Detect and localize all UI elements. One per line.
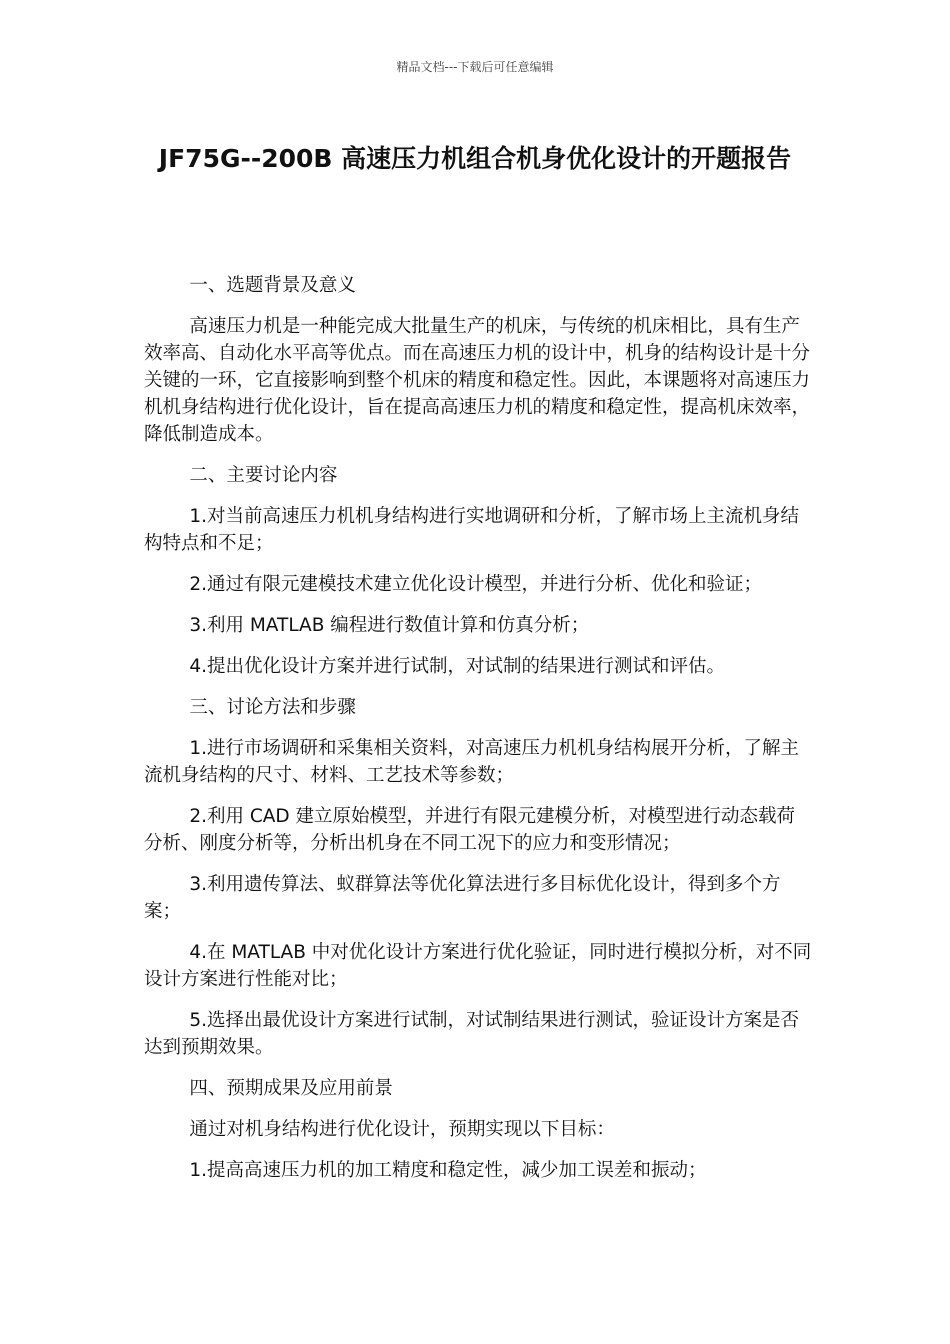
- page-header-watermark: 精品文档---下载后可任意编辑: [396, 60, 554, 74]
- paragraph-expected-intro: 通过对机身结构进行优化设计，预期实现以下目标：: [189, 1119, 615, 1140]
- section-heading-expected-results: 四、预期成果及应用前景: [189, 1078, 393, 1099]
- document-body: [144, 272, 812, 1198]
- section-heading-main-content: 二、主要讨论内容: [189, 465, 338, 486]
- list-item: 2.通过有限元建模技术建立优化设计模型，并进行分析、优化和验证；: [189, 574, 762, 595]
- list-item: 4.提出优化设计方案并进行试制，对试制的结果进行测试和评估。: [189, 656, 725, 677]
- list-item: 3.利用 MATLAB 编程进行数值计算和仿真分析；: [189, 615, 590, 636]
- section-heading-methods: 三、讨论方法和步骤: [189, 697, 356, 718]
- list-item: 5.选择出最优设计方案进行试制，对试制结果进行测试，验证设计方案是否达到预期效果。: [144, 1010, 799, 1058]
- document-title: JF75G--200B 高速压力机组合机身优化设计的开题报告: [158, 144, 792, 173]
- list-item: 1.提高高速压力机的加工精度和稳定性，减少加工误差和振动；: [189, 1160, 707, 1181]
- list-item: 4.在 MATLAB 中对优化设计方案进行优化验证，同时进行模拟分析，对不同设计方案进行性能对比；: [144, 942, 812, 990]
- section-heading-background: 一、选题背景及意义: [189, 275, 356, 296]
- paragraph-background: 高速压力机是一种能完成大批量生产的机床，与传统的机床相比，具有生产效率高、自动化水平高等优点。而在高速压力机的设计中，机身的结构设计是十分关键的一环，它直接影响到整个机床的精度和稳定性。因此，本课题将对高速压力机机身结构进行优化设计，旨在提高高速压力机的精度和稳定性，提高机床效率，降低制造成本。: [144, 316, 811, 445]
- list-item: 3.利用遗传算法、蚁群算法等优化算法进行多目标优化设计，得到多个方案；: [144, 874, 781, 922]
- list-item: 1.进行市场调研和采集相关资料，对高速压力机机身结构展开分析，了解主流机身结构的尺寸、材料、工艺技术等参数；: [144, 738, 799, 786]
- list-item: 2.利用 CAD 建立原始模型，并进行有限元建模分析，对模型进行动态载荷分析、刚度分析等，分析出机身在不同工况下的应力和变形情况；: [144, 806, 796, 854]
- list-item: 1.对当前高速压力机机身结构进行实地调研和分析，了解市场上主流机身结构特点和不足；: [144, 506, 799, 554]
